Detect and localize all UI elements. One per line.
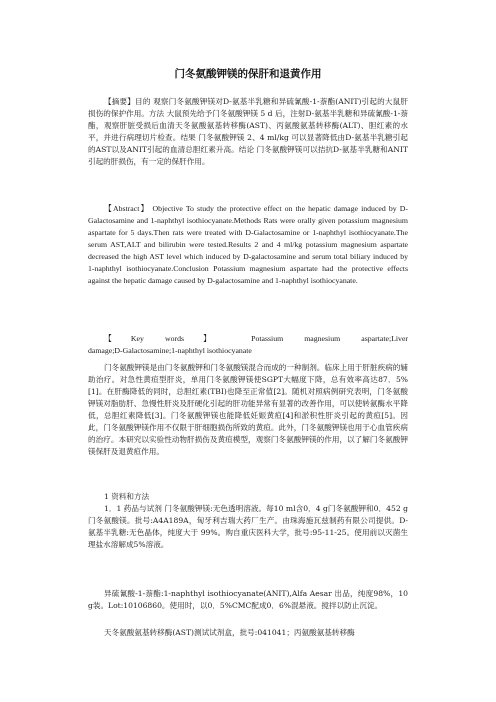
section-heading: 1 资料和方法 [104, 492, 150, 501]
materials-paragraph-3: 天冬氨酸氨基转移酶(AST)测试试剂盒，批号:041041；丙氨酸氨基转移酶 [104, 628, 355, 637]
keywords-line-1: 【Key words】 Potassium magnesium aspartate;Liver [104, 334, 408, 343]
materials-paragraph-1: 1．1 药品与试剂 门冬氨酸钾镁:无色透明溶液。每10 ml含0．4 g门冬氨酸钾和0．452 g门冬氨酸镁。批号:A4A189A，匈牙利吉瑞大药厂生产。由珠海施瓦兹制药有限公司提供。D-氨基半乳糖:无色晶体，纯度大于 99%。购自重庆医科大学，批号:95-11-25。使用前以灭菌生理盐水溶解成5%溶液。 [88, 504, 408, 549]
paper-title: 门冬氨酸钾镁的保肝和退黄作用 [174, 68, 322, 80]
keywords-line-2: damage;D-Galactosamine;1-naphthyl isothiocyanate [88, 346, 252, 355]
abstract-chinese: 【摘要】目的 观察门冬氨酸钾镁对D-氨基半乳糖和异硫氰酸-1-萘酯(ANIT)引起的大鼠肝损伤的保护作用。方法 大鼠预先给予门冬氨酸钾镁 5 d 后，注射D-氨基半乳糖和异硫氰酸-1-萘酯，观察肝脏受损后血清天冬氨酸氨基转移酶(AST)、丙氨酸氨基转移酶(ALT)、胆红素的水平，并进行病理切片检查。结果 门冬氨酸钾镁 2、4 ml/kg 可以显著降低由D-氨基半乳糖引起的AST以及ANIT引起的血清总胆红素升高。结论 门冬氨酸钾镁可以拮抗D-氨基半乳糖和ANIT引起的肝损伤，有一定的保肝作用。 [88, 97, 408, 166]
introduction-paragraph: 门冬氨酸钾镁是由门冬氨酸钾和门冬氨酸镁混合而成的一种制剂。临床上用于肝脏疾病的辅助治疗。对急性黄疸型肝炎，单用门冬氨酸钾镁使SGPT大幅度下降，总有效率高达87．5%[1]。在肝酶降低的同时，总胆红素(TBI)也降至正常值[2]。随机对照病例研究表明，门冬氨酸钾镁对脂肪肝、急慢性肝炎及肝硬化引起的肝功能异常有显著的改善作用，可以使转氨酶水平降低，总胆红素降低[3]。门冬氨酸钾镁也能降低妊娠黄疸[4]和淤积性肝炎引起的黄疸[5]。因此，门冬氨酸钾镁作用不仅限于肝细胞损伤所致的黄疸。此外，门冬氨酸钾镁也用于心血管疾病的治疗。本研究以实验性动物肝损伤及黄疸模型，观察门冬氨酸钾镁的作用，以了解门冬氨酸钾镁保肝及退黄疸作用。 [88, 363, 408, 456]
abstract-english: 【Abstract】 Objective To study the protective effect on the hepatic damage induced by D-Galactosamine and 1-naphthyl isothiocyanate.Methods Rats were orally given potassium magnesium aspartate for 5 days.Then rats were treated with D-Galactosamine or 1-naphthyl isothiocyanate.The serum AST,ALT and bilirubin were tested.Results 2 and 4 ml/kg potassium magnesium aspartate decreased the high AST level which induced by D-galactosamine and serum total biliary induced by 1-naphthyl isothiocyanate.Conclusion Potassium magnesium aspartate had the protective effects against the hepatic damage caused by D-galactosamine and 1-naphthyl isothiocyanate. [88, 204, 408, 285]
materials-paragraph-2: 异硫氰酸-1-萘酯:1-naphthyl isothiocyanate(ANIT),Alfa Aesar 出品，纯度98%，10 g装。Lot:10106860。使用时，以0．5%CMC配成0．6%混悬液。搅拌以防止沉淀。 [88, 589, 408, 610]
